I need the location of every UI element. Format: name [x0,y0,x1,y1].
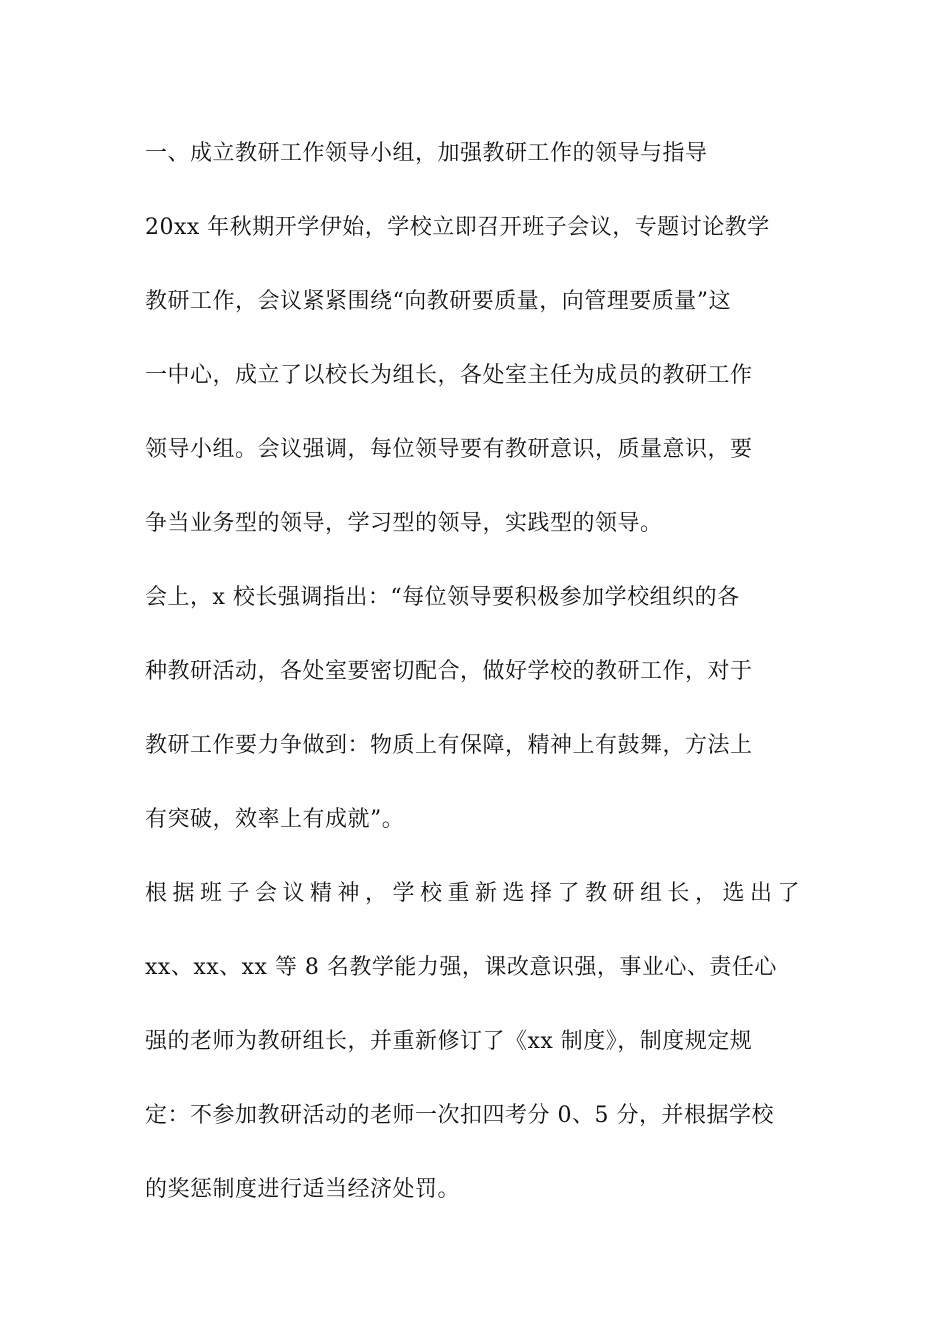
paragraph-line: 20xx 年秋期开学伊始，学校立即召开班子会议，专题讨论教学 [145,215,770,240]
paragraph-line: 的奖惩制度进行适当经济处罚。 [145,1177,461,1202]
paragraph-line: 领导小组。会议强调，每位领导要有教研意识，质量意识，要 [145,437,753,462]
paragraph-line: 定：不参加教研活动的老师一次扣四考分 0、5 分，并根据学校 [145,1103,774,1128]
paragraph-line: 会上，x 校长强调指出：“每位领导要积极参加学校组织的各 [145,585,740,610]
paragraph-line: 一中心，成立了以校长为组长，各处室主任为成员的教研工作 [145,363,753,388]
paragraph-line: 教研工作要力争做到：物质上有保障，精神上有鼓舞，方法上 [145,733,753,758]
section-heading: 一、成立教研工作领导小组，加强教研工作的领导与指导 [145,141,708,166]
paragraph-line: 根据班子会议精神，学校重新选择了教研组长，选出了 [145,881,806,906]
paragraph-line: 争当业务型的领导，学习型的领导，实践型的领导。 [145,511,663,536]
paragraph-line: 有突破，效率上有成就”。 [145,807,405,832]
paragraph-line: 强的老师为教研组长，并重新修订了《xx 制度》，制度规定规 [145,1029,753,1054]
document-body [145,130,810,1240]
paragraph-line: 种教研活动，各处室要密切配合，做好学校的教研工作，对于 [145,659,753,684]
paragraph-line: 教研工作，会议紧紧围绕“向教研要质量，向管理要质量”这 [145,289,731,314]
paragraph-line: xx、xx、xx 等 8 名教学能力强，课改意识强，事业心、责任心 [145,955,777,980]
